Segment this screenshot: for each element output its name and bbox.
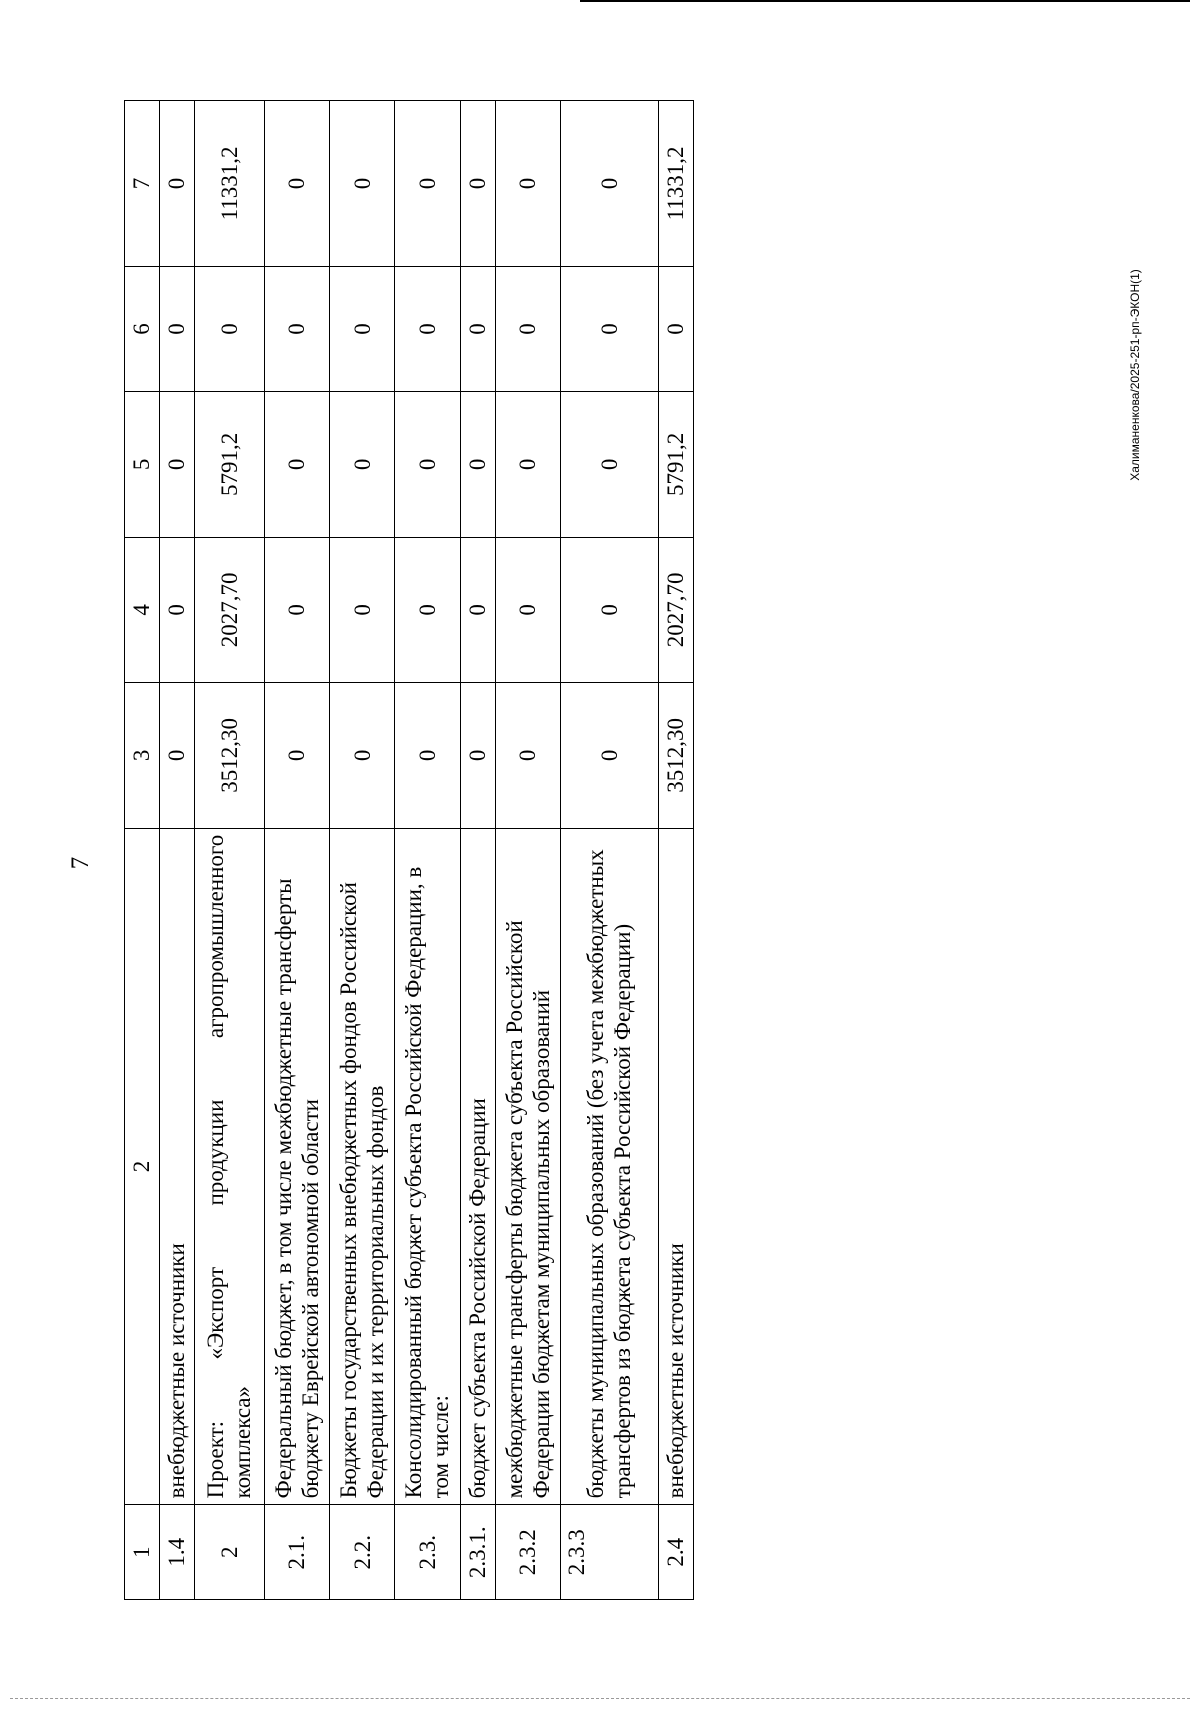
row-name-word: продукции: [203, 1099, 229, 1206]
top-scan-rule: [580, 0, 1190, 2]
value-cell: 0: [460, 101, 495, 267]
value-cell: 0: [264, 266, 329, 391]
table-row: [460, 101, 495, 1600]
row-name-word: агропромышленного: [203, 834, 229, 1039]
header-cell-7: 7: [125, 101, 160, 267]
value-cell: 0: [395, 392, 460, 538]
row-number: 2.1.: [264, 1505, 329, 1600]
table-row: [658, 101, 693, 1600]
value-cell: 0: [159, 101, 194, 267]
row-name: Федеральный бюджет, в том числе межбюджетные трансферты бюджету Еврейской автономной области: [264, 828, 329, 1505]
table-row: [395, 101, 460, 1600]
table-row: [329, 101, 394, 1600]
row-name-line: [202, 835, 229, 1499]
value-cell: 3512,30: [658, 683, 693, 829]
row-name: Бюджеты государственных внебюджетных фондов Российской Федерации и их территориальных фондов: [329, 828, 394, 1505]
value-cell: 0: [264, 101, 329, 267]
row-name: бюджет субъекта Российской Федерации: [460, 828, 495, 1505]
row-number: 2.3.2: [495, 1505, 560, 1600]
header-cell-2: 2: [125, 828, 160, 1505]
table-area: [124, 100, 694, 1600]
table-row: [159, 101, 194, 1600]
value-cell: 0: [495, 101, 560, 267]
value-cell: 5791,2: [194, 392, 264, 538]
row-number: 2.2.: [329, 1505, 394, 1600]
row-name: Консолидированный бюджет субъекта Российской Федерации, в том числе:: [395, 828, 460, 1505]
value-cell: 0: [159, 392, 194, 538]
value-cell: 0: [159, 683, 194, 829]
table-header-row: [125, 101, 160, 1600]
table-row: [194, 101, 264, 1600]
value-cell: 0: [194, 266, 264, 391]
value-cell: 0: [329, 683, 394, 829]
document-reference: [1121, 240, 1149, 510]
value-cell: 0: [395, 266, 460, 391]
value-cell: 0: [159, 266, 194, 391]
value-cell: 0: [264, 392, 329, 538]
header-cell-1: 1: [125, 1505, 160, 1600]
row-name: бюджеты муниципальных образований (без учета межбюджетных трансфертов из бюджета субъекта Российской Федерации): [560, 828, 658, 1505]
header-cell-3: 3: [125, 683, 160, 829]
value-cell: 5791,2: [658, 392, 693, 538]
value-cell: 0: [159, 537, 194, 683]
row-name: внебюджетные источники: [159, 828, 194, 1505]
row-name-continuation: комплекса»: [230, 1385, 256, 1499]
table-row: [264, 101, 329, 1600]
value-cell: 0: [460, 266, 495, 391]
value-cell: 0: [495, 683, 560, 829]
value-cell: 0: [495, 392, 560, 538]
value-cell: 0: [460, 537, 495, 683]
row-name: [194, 828, 264, 1505]
row-name-word: Проект:: [203, 1420, 229, 1499]
value-cell: 0: [560, 392, 658, 538]
header-cell-6: 6: [125, 266, 160, 391]
value-cell: 0: [264, 683, 329, 829]
row-number: 2: [194, 1505, 264, 1600]
row-number: 1.4: [159, 1505, 194, 1600]
page-number: 7: [67, 856, 94, 870]
value-cell: 11331,2: [194, 101, 264, 267]
value-cell: 0: [460, 392, 495, 538]
row-name: внебюджетные источники: [658, 828, 693, 1505]
row-name: межбюджетные трансферты бюджета субъекта Российской Федерации бюджетам муниципальных образований: [495, 828, 560, 1505]
value-cell: 0: [560, 101, 658, 267]
value-cell: 0: [395, 683, 460, 829]
value-cell: 0: [329, 392, 394, 538]
value-cell: 0: [329, 266, 394, 391]
value-cell: 0: [560, 537, 658, 683]
header-cell-4: 4: [125, 537, 160, 683]
value-cell: 0: [658, 266, 693, 391]
row-name-word: «Экспорт: [203, 1266, 229, 1360]
value-cell: 0: [395, 537, 460, 683]
document-reference-text: Халиманенкова/2025-251-рп-ЭКОН(1): [1128, 269, 1143, 481]
header-cell-5: 5: [125, 392, 160, 538]
row-number: 2.3.3: [560, 1505, 658, 1600]
row-number: 2.4: [658, 1505, 693, 1600]
value-cell: 0: [560, 683, 658, 829]
value-cell: 0: [395, 101, 460, 267]
value-cell: 2027,70: [194, 537, 264, 683]
value-cell: 0: [329, 537, 394, 683]
table-row: [495, 101, 560, 1600]
row-number: 2.3.1.: [460, 1505, 495, 1600]
value-cell: 3512,30: [194, 683, 264, 829]
bottom-scan-rule: [10, 1698, 1190, 1699]
value-cell: 0: [264, 537, 329, 683]
table-row: [560, 101, 658, 1600]
budget-table: [124, 100, 694, 1600]
row-number: 2.3.: [395, 1505, 460, 1600]
value-cell: 11331,2: [658, 101, 693, 267]
rotated-table-wrapper: [124, 100, 694, 1600]
value-cell: 0: [329, 101, 394, 267]
value-cell: 0: [495, 266, 560, 391]
value-cell: 0: [495, 537, 560, 683]
value-cell: 2027,70: [658, 537, 693, 683]
value-cell: 0: [460, 683, 495, 829]
value-cell: 0: [560, 266, 658, 391]
